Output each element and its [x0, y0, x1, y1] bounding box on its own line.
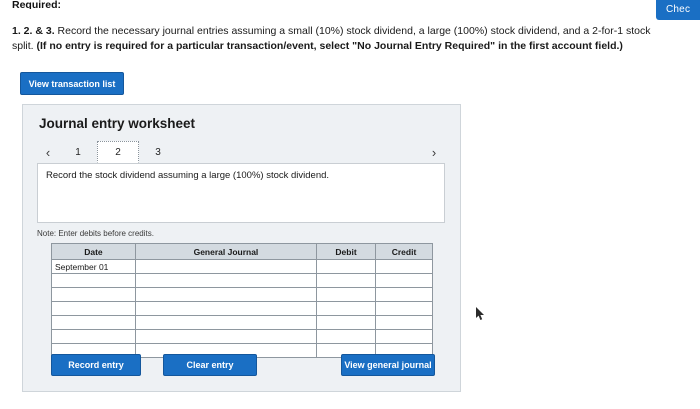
cell-date[interactable] [52, 302, 136, 316]
requirement-body: Record the necessary journal entries assuming a small (10%) stock dividend, a large (100%) stock dividend, and a 2-for-1 stock split. [12, 25, 651, 52]
cell-credit[interactable] [376, 316, 433, 330]
debits-before-credits-note: Note: Enter debits before credits. [37, 229, 154, 238]
clear-entry-button[interactable] [163, 354, 257, 376]
view-transaction-list-label: View transaction list [28, 78, 116, 89]
requirement-description [12, 24, 652, 54]
table-header-row [52, 244, 433, 260]
check-answer-label: Chec [666, 4, 691, 15]
required-label: Required: [12, 0, 62, 9]
cell-debit[interactable] [317, 330, 376, 344]
table-row [52, 330, 433, 344]
journal-entry-table [51, 243, 433, 358]
column-header-debit: Debit [317, 244, 376, 260]
worksheet-tab-1[interactable]: 1 [75, 146, 81, 158]
cell-credit[interactable] [376, 274, 433, 288]
requirement-number: 1. 2. & 3. [12, 25, 55, 37]
worksheet-instruction-box [37, 163, 445, 223]
cell-debit[interactable] [317, 316, 376, 330]
cell-credit[interactable] [376, 330, 433, 344]
table-row [52, 316, 433, 330]
chevron-right-icon[interactable]: › [431, 144, 437, 160]
worksheet-pager [37, 141, 445, 163]
cell-date[interactable] [52, 288, 136, 302]
cell-general-journal[interactable] [135, 288, 316, 302]
mouse-cursor-icon [476, 307, 486, 321]
clear-entry-label: Clear entry [186, 360, 234, 370]
chevron-left-icon[interactable]: ‹ [45, 144, 51, 160]
worksheet-tab-3[interactable]: 3 [155, 146, 161, 158]
cell-credit[interactable] [376, 260, 433, 274]
cell-date[interactable] [52, 316, 136, 330]
worksheet-tab-list [59, 141, 178, 163]
column-header-credit: Credit [376, 244, 433, 260]
journal-entry-worksheet-panel [22, 104, 461, 392]
record-entry-button[interactable] [51, 354, 141, 376]
column-header-general-journal: General Journal [135, 244, 316, 260]
cell-credit[interactable] [376, 288, 433, 302]
table-row [52, 274, 433, 288]
worksheet-instruction-text: Record the stock dividend assuming a large (100%) stock dividend. [46, 170, 330, 181]
table-row [52, 260, 433, 274]
column-header-date: Date [52, 244, 136, 260]
worksheet-title: Journal entry worksheet [39, 116, 196, 131]
cell-date[interactable]: September 01 [52, 260, 136, 274]
cell-date[interactable] [52, 330, 136, 344]
cell-debit[interactable] [317, 288, 376, 302]
worksheet-tab-2[interactable]: 2 [97, 141, 139, 163]
cell-debit[interactable] [317, 302, 376, 316]
check-answer-button[interactable] [656, 0, 700, 20]
view-transaction-list-button[interactable] [20, 72, 124, 95]
cell-general-journal[interactable] [135, 274, 316, 288]
view-general-journal-label: View general journal [344, 360, 432, 370]
view-general-journal-button[interactable] [341, 354, 435, 376]
cell-debit[interactable] [317, 260, 376, 274]
cell-credit[interactable] [376, 302, 433, 316]
table-row [52, 288, 433, 302]
cell-debit[interactable] [317, 274, 376, 288]
record-entry-label: Record entry [68, 360, 124, 370]
cell-general-journal[interactable] [135, 302, 316, 316]
table-row [52, 302, 433, 316]
cell-general-journal[interactable] [135, 260, 316, 274]
requirement-note: (If no entry is required for a particular transaction/event, select "No Journal Entry Required" in the first account field.) [36, 40, 623, 52]
cell-date[interactable] [52, 274, 136, 288]
cell-general-journal[interactable] [135, 316, 316, 330]
cell-general-journal[interactable] [135, 330, 316, 344]
